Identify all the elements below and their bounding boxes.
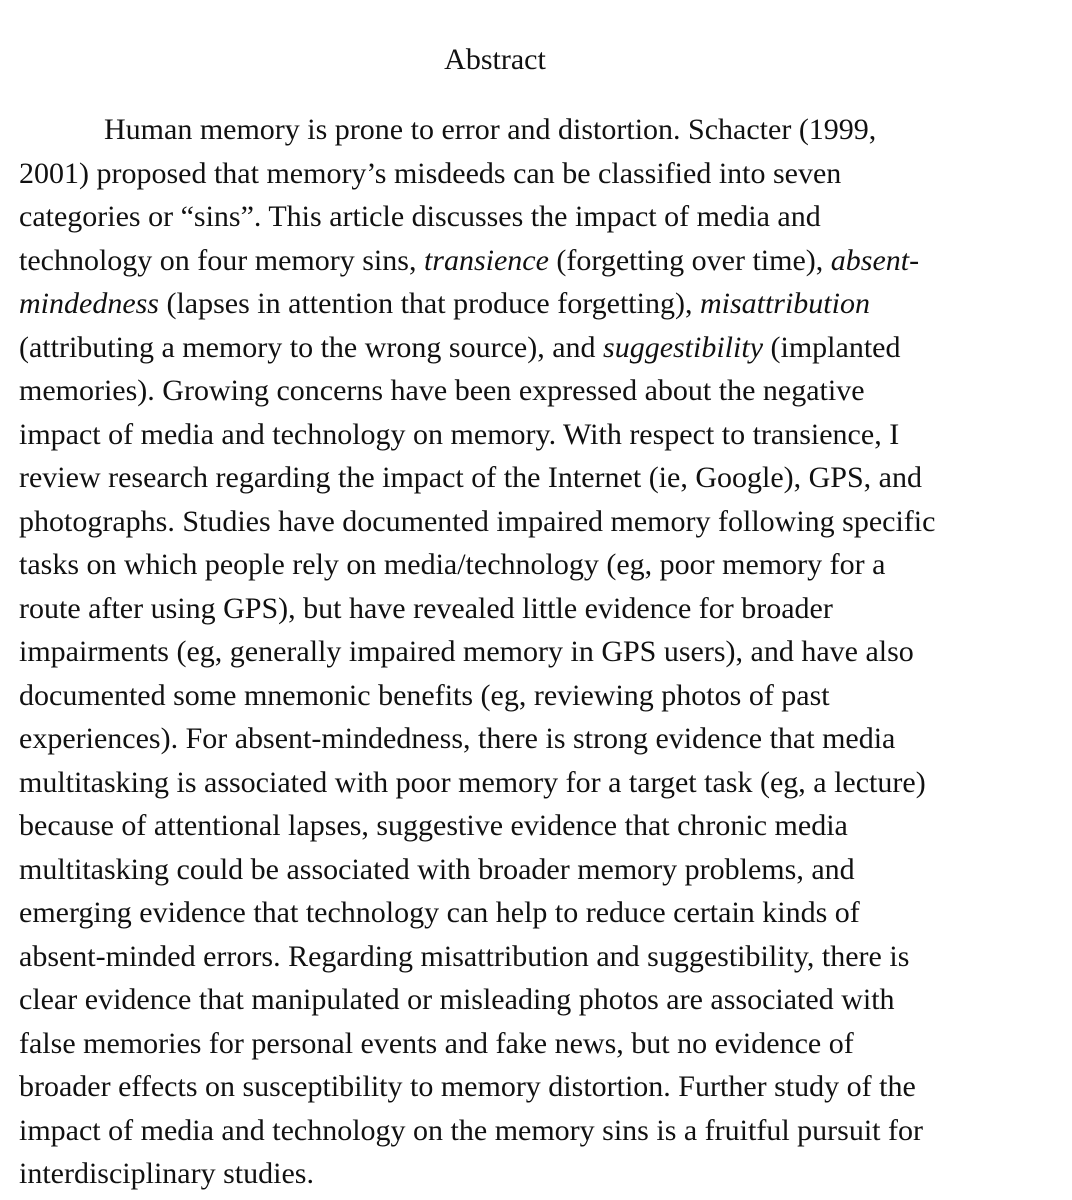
abstract-line [19, 1152, 1059, 1196]
abstract-line [19, 152, 1059, 196]
abstract-line [19, 195, 1059, 239]
text-segment: tasks on which people rely on media/technology (eg, poor memory for a [19, 548, 886, 581]
abstract-paragraph [19, 108, 1059, 1196]
italic-term: misattribution [699, 287, 870, 320]
text-segment: impact of media and technology on the memory sins is a fruitful pursuit for [19, 1113, 923, 1147]
text-segment: multitasking is associated with poor memory for a target task (eg, a lecture) [19, 765, 926, 799]
italic-term: suggestibility [603, 330, 764, 364]
abstract-line [19, 717, 1059, 761]
text-segment: (implanted [763, 330, 901, 364]
text-segment: absent-minded errors. Regarding misattribution and suggestibility, there is [19, 939, 910, 973]
italic-term: transience [423, 243, 549, 277]
text-segment: interdisciplinary studies. [19, 1157, 314, 1190]
abstract-heading: Abstract [444, 43, 546, 76]
text-segment: multitasking could be associated with broader memory problems, and [19, 852, 855, 886]
text-segment: emerging evidence that technology can help to reduce certain kinds of [19, 896, 860, 929]
text-segment: impairments (eg, generally impaired memory in GPS users), and have also [19, 635, 914, 668]
abstract-line [19, 456, 1059, 500]
text-segment: because of attentional lapses, suggestive evidence that chronic media [19, 809, 848, 842]
text-segment: documented some mnemonic benefits (eg, reviewing photos of past [19, 678, 830, 712]
abstract-line [19, 674, 1059, 718]
text-segment: photographs. Studies have documented impaired memory following specific [19, 504, 936, 538]
abstract-line [19, 282, 1059, 326]
text-segment: 2001) proposed that memory’s misdeeds can be classified into seven [19, 156, 842, 190]
abstract-line [19, 1065, 1059, 1109]
text-segment: (attributing a memory to the wrong source), and [19, 330, 604, 364]
abstract-line [19, 326, 1059, 370]
abstract-line [19, 630, 1059, 674]
text-segment: route after using GPS), but have revealed little evidence for broader [19, 591, 833, 625]
abstract-line [19, 1022, 1059, 1066]
text-segment: Human memory is prone to error and distortion. Schacter (1999, [104, 113, 877, 146]
abstract-line [19, 500, 1059, 544]
text-segment: broader effects on susceptibility to memory distortion. Further study of the [19, 1070, 916, 1103]
abstract-line [19, 369, 1059, 413]
abstract-line [19, 239, 1059, 283]
abstract-line [19, 1109, 1059, 1153]
text-segment: (forgetting over time), [548, 243, 831, 277]
text-segment: categories or “sins”. This article discusses the impact of media and [19, 200, 821, 233]
text-segment: memories). Growing concerns have been expressed about the negative [19, 374, 865, 407]
abstract-line [19, 848, 1059, 892]
italic-term: mindedness [19, 287, 159, 320]
abstract-line [19, 543, 1059, 587]
text-segment: technology on four memory sins, [19, 243, 424, 277]
text-segment: review research regarding the impact of the Internet (ie, Google), GPS, and [19, 461, 922, 494]
abstract-line [19, 587, 1059, 631]
italic-term: absent- [830, 243, 920, 277]
text-segment: false memories for personal events and fake news, but no evidence of [19, 1026, 854, 1060]
text-segment: clear evidence that manipulated or misleading photos are associated with [19, 983, 895, 1016]
text-segment: experiences). For absent-mindedness, there is strong evidence that media [19, 722, 896, 755]
abstract-line [19, 761, 1059, 805]
text-segment: impact of media and technology on memory. With respect to transience, I [19, 417, 900, 451]
abstract-line [19, 108, 1059, 152]
abstract-line [19, 935, 1059, 979]
abstract-line [19, 804, 1059, 848]
abstract-line [19, 891, 1059, 935]
abstract-line [19, 413, 1059, 457]
text-segment: (lapses in attention that produce forgetting), [158, 287, 700, 320]
abstract-line [19, 978, 1059, 1022]
